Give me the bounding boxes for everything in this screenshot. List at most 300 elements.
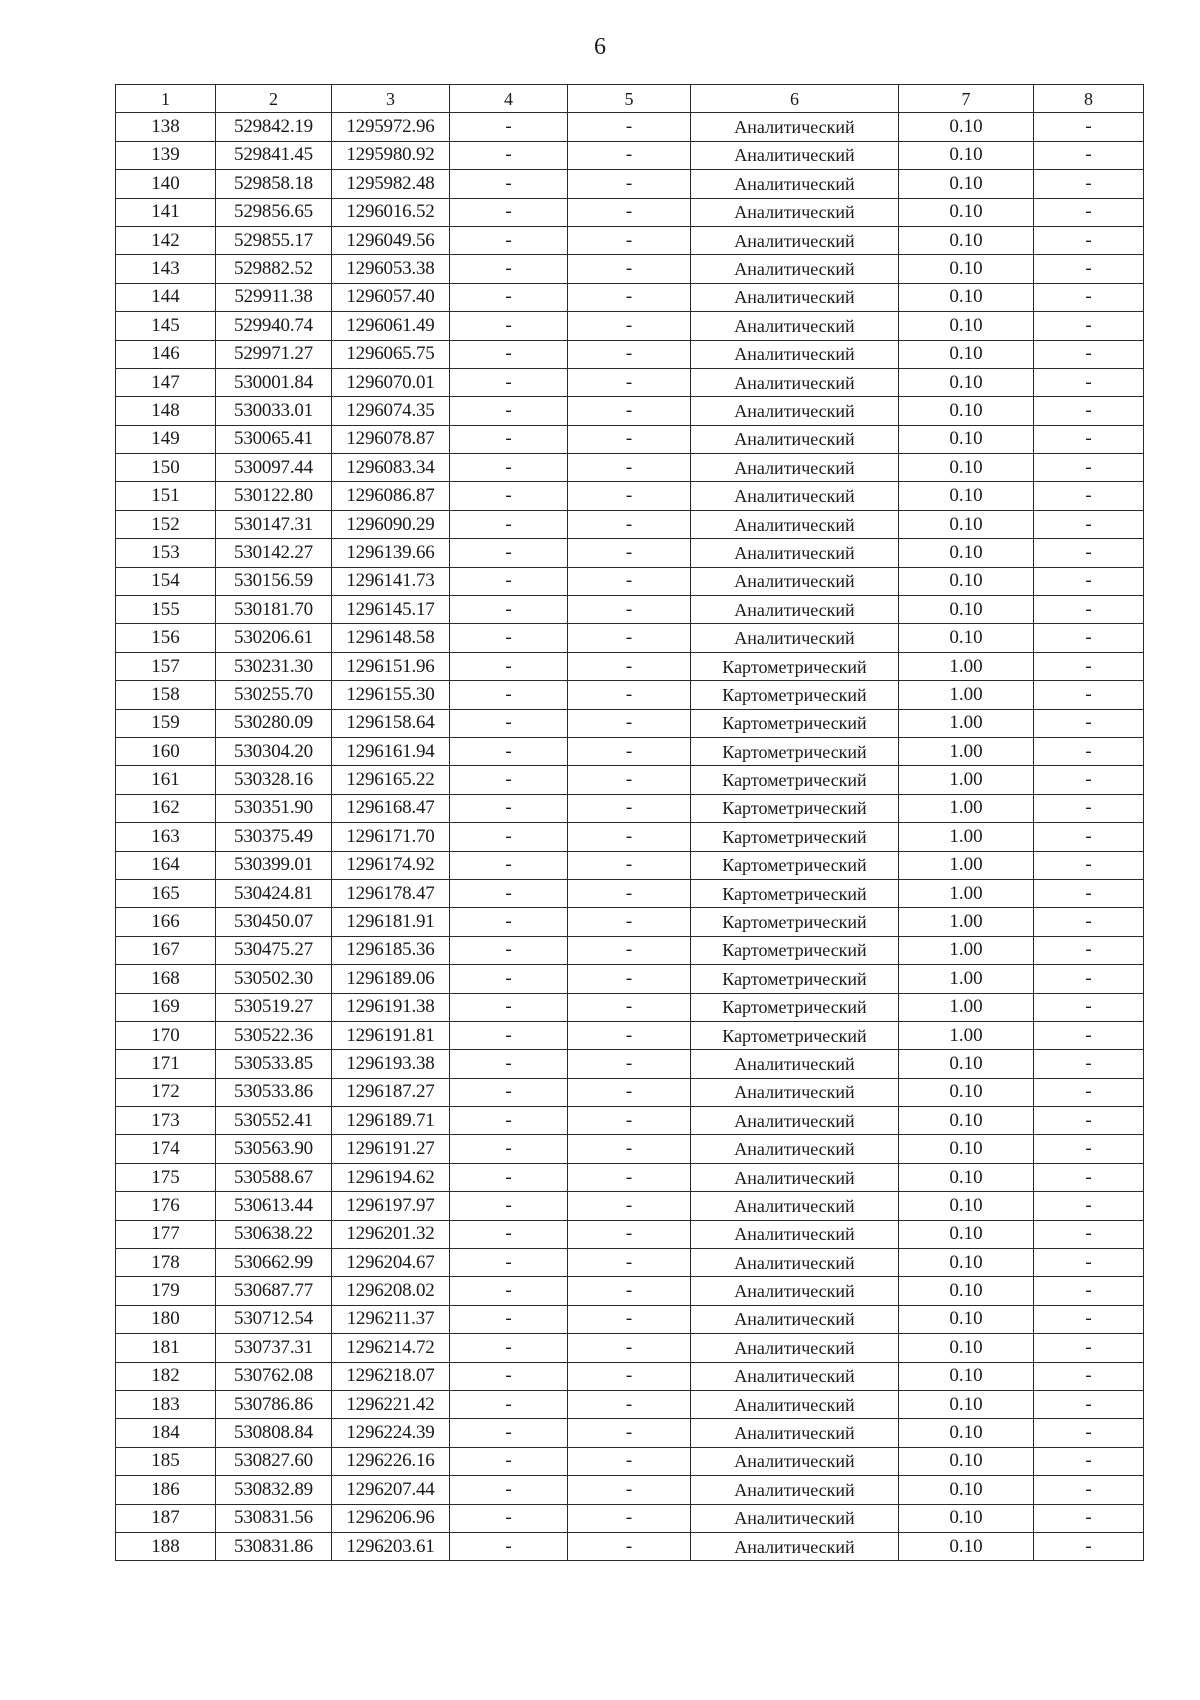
cell-col-4: - [450, 596, 568, 624]
cell-accuracy: 0.10 [899, 283, 1034, 311]
cell-accuracy: 0.10 [899, 1107, 1034, 1135]
cell-col-8: - [1034, 1163, 1144, 1191]
cell-method: Аналитический [691, 1334, 899, 1362]
page-number: 6 [594, 34, 606, 60]
cell-accuracy: 0.10 [899, 482, 1034, 510]
cell-accuracy: 0.10 [899, 1305, 1034, 1333]
table-row [116, 737, 1144, 765]
cell-y-coordinate: 1296191.38 [332, 993, 450, 1021]
cell-col-5: - [568, 255, 691, 283]
cell-y-coordinate: 1296155.30 [332, 681, 450, 709]
cell-accuracy: 0.10 [899, 1334, 1034, 1362]
cell-point-number: 160 [116, 737, 216, 765]
cell-col-8: - [1034, 510, 1144, 538]
cell-y-coordinate: 1296204.67 [332, 1249, 450, 1277]
table-row [116, 539, 1144, 567]
cell-accuracy: 0.10 [899, 1050, 1034, 1078]
cell-x-coordinate: 530328.16 [216, 766, 332, 794]
cell-col-4: - [450, 965, 568, 993]
cell-point-number: 159 [116, 709, 216, 737]
cell-point-number: 174 [116, 1135, 216, 1163]
cell-col-8: - [1034, 965, 1144, 993]
cell-y-coordinate: 1296181.91 [332, 908, 450, 936]
cell-col-5: - [568, 1504, 691, 1532]
column-header-1: 1 [116, 85, 216, 113]
cell-col-8: - [1034, 425, 1144, 453]
cell-accuracy: 0.10 [899, 1390, 1034, 1418]
cell-col-4: - [450, 1504, 568, 1532]
cell-accuracy: 0.10 [899, 1419, 1034, 1447]
cell-accuracy: 0.10 [899, 596, 1034, 624]
cell-col-5: - [568, 1447, 691, 1475]
cell-method: Аналитический [691, 1135, 899, 1163]
cell-point-number: 141 [116, 198, 216, 226]
cell-x-coordinate: 530280.09 [216, 709, 332, 737]
cell-x-coordinate: 530142.27 [216, 539, 332, 567]
cell-x-coordinate: 530638.22 [216, 1220, 332, 1248]
table-row [116, 624, 1144, 652]
cell-point-number: 169 [116, 993, 216, 1021]
cell-col-4: - [450, 737, 568, 765]
table-row [116, 255, 1144, 283]
cell-accuracy: 1.00 [899, 965, 1034, 993]
cell-method: Аналитический [691, 596, 899, 624]
cell-col-8: - [1034, 170, 1144, 198]
cell-accuracy: 1.00 [899, 879, 1034, 907]
cell-col-8: - [1034, 1135, 1144, 1163]
table-row [116, 1532, 1144, 1560]
table-row [116, 1362, 1144, 1390]
cell-x-coordinate: 530832.89 [216, 1476, 332, 1504]
table-row [116, 198, 1144, 226]
cell-col-8: - [1034, 1249, 1144, 1277]
cell-x-coordinate: 530786.86 [216, 1390, 332, 1418]
cell-point-number: 158 [116, 681, 216, 709]
cell-point-number: 176 [116, 1192, 216, 1220]
cell-point-number: 185 [116, 1447, 216, 1475]
cell-accuracy: 0.10 [899, 226, 1034, 254]
cell-x-coordinate: 530156.59 [216, 567, 332, 595]
cell-point-number: 147 [116, 368, 216, 396]
cell-col-5: - [568, 1107, 691, 1135]
table-body [116, 113, 1144, 1561]
cell-col-8: - [1034, 624, 1144, 652]
column-header-6: 6 [691, 85, 899, 113]
cell-col-8: - [1034, 737, 1144, 765]
cell-point-number: 150 [116, 454, 216, 482]
cell-col-5: - [568, 1249, 691, 1277]
cell-accuracy: 0.10 [899, 1249, 1034, 1277]
cell-col-4: - [450, 1050, 568, 1078]
table-row [116, 993, 1144, 1021]
cell-point-number: 156 [116, 624, 216, 652]
cell-col-4: - [450, 1220, 568, 1248]
cell-method: Аналитический [691, 1050, 899, 1078]
cell-accuracy: 0.10 [899, 539, 1034, 567]
cell-col-4: - [450, 936, 568, 964]
cell-method: Аналитический [691, 312, 899, 340]
cell-accuracy: 0.10 [899, 1220, 1034, 1248]
cell-col-4: - [450, 482, 568, 510]
cell-x-coordinate: 529856.65 [216, 198, 332, 226]
cell-col-8: - [1034, 851, 1144, 879]
cell-method: Аналитический [691, 1476, 899, 1504]
cell-point-number: 152 [116, 510, 216, 538]
cell-point-number: 184 [116, 1419, 216, 1447]
cell-y-coordinate: 1296070.01 [332, 368, 450, 396]
cell-method: Картометрический [691, 652, 899, 680]
cell-x-coordinate: 530737.31 [216, 1334, 332, 1362]
cell-y-coordinate: 1296171.70 [332, 823, 450, 851]
cell-col-8: - [1034, 1021, 1144, 1049]
cell-col-5: - [568, 993, 691, 1021]
cell-col-5: - [568, 226, 691, 254]
cell-accuracy: 1.00 [899, 794, 1034, 822]
cell-col-5: - [568, 965, 691, 993]
cell-col-5: - [568, 397, 691, 425]
cell-x-coordinate: 530065.41 [216, 425, 332, 453]
cell-method: Аналитический [691, 170, 899, 198]
cell-x-coordinate: 530762.08 [216, 1362, 332, 1390]
cell-method: Картометрический [691, 681, 899, 709]
cell-col-5: - [568, 198, 691, 226]
cell-col-8: - [1034, 1476, 1144, 1504]
cell-method: Картометрический [691, 766, 899, 794]
cell-col-8: - [1034, 652, 1144, 680]
cell-x-coordinate: 530613.44 [216, 1192, 332, 1220]
cell-x-coordinate: 530351.90 [216, 794, 332, 822]
cell-accuracy: 0.10 [899, 1447, 1034, 1475]
cell-col-4: - [450, 368, 568, 396]
cell-col-4: - [450, 454, 568, 482]
cell-col-5: - [568, 1050, 691, 1078]
cell-y-coordinate: 1295972.96 [332, 113, 450, 141]
table-row [116, 567, 1144, 595]
cell-col-8: - [1034, 1220, 1144, 1248]
cell-x-coordinate: 529858.18 [216, 170, 332, 198]
cell-col-4: - [450, 425, 568, 453]
cell-point-number: 148 [116, 397, 216, 425]
cell-method: Картометрический [691, 965, 899, 993]
cell-col-5: - [568, 1220, 691, 1248]
cell-x-coordinate: 530502.30 [216, 965, 332, 993]
table-row [116, 397, 1144, 425]
cell-col-4: - [450, 1021, 568, 1049]
cell-point-number: 140 [116, 170, 216, 198]
cell-col-4: - [450, 113, 568, 141]
cell-col-8: - [1034, 255, 1144, 283]
cell-accuracy: 0.10 [899, 312, 1034, 340]
cell-col-4: - [450, 1192, 568, 1220]
cell-col-5: - [568, 1078, 691, 1106]
cell-col-4: - [450, 1532, 568, 1560]
table-row [116, 1135, 1144, 1163]
cell-col-4: - [450, 908, 568, 936]
table-row [116, 823, 1144, 851]
cell-y-coordinate: 1296178.47 [332, 879, 450, 907]
cell-col-5: - [568, 1362, 691, 1390]
cell-accuracy: 1.00 [899, 993, 1034, 1021]
cell-col-5: - [568, 823, 691, 851]
table-row [116, 681, 1144, 709]
cell-point-number: 179 [116, 1277, 216, 1305]
cell-point-number: 171 [116, 1050, 216, 1078]
cell-accuracy: 0.10 [899, 425, 1034, 453]
cell-x-coordinate: 530827.60 [216, 1447, 332, 1475]
cell-col-4: - [450, 567, 568, 595]
cell-accuracy: 1.00 [899, 1021, 1034, 1049]
cell-x-coordinate: 530808.84 [216, 1419, 332, 1447]
cell-accuracy: 0.10 [899, 454, 1034, 482]
cell-point-number: 165 [116, 879, 216, 907]
table-row [116, 1192, 1144, 1220]
cell-col-5: - [568, 681, 691, 709]
cell-col-5: - [568, 1305, 691, 1333]
cell-col-4: - [450, 652, 568, 680]
cell-col-4: - [450, 141, 568, 169]
cell-method: Аналитический [691, 567, 899, 595]
cell-col-5: - [568, 312, 691, 340]
cell-accuracy: 0.10 [899, 170, 1034, 198]
table-row [116, 794, 1144, 822]
cell-col-4: - [450, 879, 568, 907]
cell-col-4: - [450, 624, 568, 652]
cell-col-5: - [568, 1476, 691, 1504]
cell-method: Аналитический [691, 198, 899, 226]
cell-y-coordinate: 1296049.56 [332, 226, 450, 254]
cell-col-4: - [450, 510, 568, 538]
cell-col-8: - [1034, 936, 1144, 964]
cell-point-number: 138 [116, 113, 216, 141]
cell-accuracy: 1.00 [899, 823, 1034, 851]
table-row [116, 482, 1144, 510]
cell-point-number: 142 [116, 226, 216, 254]
cell-col-5: - [568, 851, 691, 879]
cell-y-coordinate: 1295982.48 [332, 170, 450, 198]
table-row [116, 709, 1144, 737]
cell-x-coordinate: 529841.45 [216, 141, 332, 169]
cell-y-coordinate: 1296151.96 [332, 652, 450, 680]
cell-point-number: 166 [116, 908, 216, 936]
cell-y-coordinate: 1296191.81 [332, 1021, 450, 1049]
cell-method: Картометрический [691, 993, 899, 1021]
table-row [116, 1277, 1144, 1305]
table-row [116, 454, 1144, 482]
cell-method: Аналитический [691, 1220, 899, 1248]
cell-col-8: - [1034, 1305, 1144, 1333]
table-row [116, 1050, 1144, 1078]
cell-col-5: - [568, 624, 691, 652]
cell-col-8: - [1034, 1334, 1144, 1362]
cell-col-4: - [450, 681, 568, 709]
cell-col-5: - [568, 794, 691, 822]
cell-method: Аналитический [691, 454, 899, 482]
cell-x-coordinate: 530522.36 [216, 1021, 332, 1049]
table-row [116, 1220, 1144, 1248]
cell-accuracy: 1.00 [899, 908, 1034, 936]
cell-point-number: 163 [116, 823, 216, 851]
table-row [116, 1419, 1144, 1447]
cell-col-4: - [450, 226, 568, 254]
cell-col-5: - [568, 482, 691, 510]
cell-col-5: - [568, 879, 691, 907]
cell-point-number: 144 [116, 283, 216, 311]
table-row [116, 1249, 1144, 1277]
cell-col-5: - [568, 1135, 691, 1163]
table-row [116, 1390, 1144, 1418]
cell-col-5: - [568, 1390, 691, 1418]
cell-point-number: 177 [116, 1220, 216, 1248]
cell-y-coordinate: 1296061.49 [332, 312, 450, 340]
cell-point-number: 186 [116, 1476, 216, 1504]
cell-x-coordinate: 530533.85 [216, 1050, 332, 1078]
cell-method: Аналитический [691, 226, 899, 254]
table-row [116, 312, 1144, 340]
cell-y-coordinate: 1296078.87 [332, 425, 450, 453]
cell-accuracy: 0.10 [899, 1362, 1034, 1390]
cell-method: Аналитический [691, 368, 899, 396]
cell-col-5: - [568, 596, 691, 624]
cell-x-coordinate: 530588.67 [216, 1163, 332, 1191]
cell-y-coordinate: 1296086.87 [332, 482, 450, 510]
cell-x-coordinate: 529842.19 [216, 113, 332, 141]
table-row [116, 1078, 1144, 1106]
cell-y-coordinate: 1296083.34 [332, 454, 450, 482]
cell-col-5: - [568, 539, 691, 567]
cell-col-5: - [568, 283, 691, 311]
table-row [116, 1447, 1144, 1475]
cell-col-8: - [1034, 1419, 1144, 1447]
cell-accuracy: 0.10 [899, 1532, 1034, 1560]
cell-col-4: - [450, 766, 568, 794]
cell-accuracy: 1.00 [899, 681, 1034, 709]
cell-col-5: - [568, 709, 691, 737]
cell-x-coordinate: 529911.38 [216, 283, 332, 311]
table-row [116, 141, 1144, 169]
cell-accuracy: 0.10 [899, 255, 1034, 283]
cell-x-coordinate: 530563.90 [216, 1135, 332, 1163]
cell-y-coordinate: 1296221.42 [332, 1390, 450, 1418]
cell-y-coordinate: 1296185.36 [332, 936, 450, 964]
cell-col-8: - [1034, 368, 1144, 396]
table-header-row [116, 85, 1144, 113]
cell-col-5: - [568, 1021, 691, 1049]
cell-accuracy: 1.00 [899, 766, 1034, 794]
cell-accuracy: 1.00 [899, 851, 1034, 879]
cell-col-8: - [1034, 226, 1144, 254]
cell-point-number: 154 [116, 567, 216, 595]
cell-x-coordinate: 530122.80 [216, 482, 332, 510]
cell-col-4: - [450, 170, 568, 198]
cell-x-coordinate: 530206.61 [216, 624, 332, 652]
cell-col-5: - [568, 1334, 691, 1362]
cell-col-4: - [450, 283, 568, 311]
cell-col-4: - [450, 397, 568, 425]
cell-method: Картометрический [691, 851, 899, 879]
cell-col-4: - [450, 1078, 568, 1106]
cell-col-8: - [1034, 823, 1144, 851]
cell-method: Аналитический [691, 283, 899, 311]
cell-method: Картометрический [691, 908, 899, 936]
table-row [116, 510, 1144, 538]
column-header-5: 5 [568, 85, 691, 113]
cell-x-coordinate: 530519.27 [216, 993, 332, 1021]
cell-y-coordinate: 1296207.44 [332, 1476, 450, 1504]
cell-col-4: - [450, 1305, 568, 1333]
cell-col-8: - [1034, 397, 1144, 425]
cell-method: Картометрический [691, 1021, 899, 1049]
cell-col-8: - [1034, 1078, 1144, 1106]
cell-col-8: - [1034, 1447, 1144, 1475]
cell-method: Аналитический [691, 1532, 899, 1560]
cell-y-coordinate: 1296065.75 [332, 340, 450, 368]
cell-y-coordinate: 1296187.27 [332, 1078, 450, 1106]
cell-col-8: - [1034, 993, 1144, 1021]
cell-method: Картометрический [691, 737, 899, 765]
cell-y-coordinate: 1296197.97 [332, 1192, 450, 1220]
cell-x-coordinate: 530552.41 [216, 1107, 332, 1135]
cell-y-coordinate: 1296201.32 [332, 1220, 450, 1248]
cell-x-coordinate: 530475.27 [216, 936, 332, 964]
cell-method: Аналитический [691, 340, 899, 368]
cell-point-number: 153 [116, 539, 216, 567]
cell-col-4: - [450, 1476, 568, 1504]
cell-x-coordinate: 530001.84 [216, 368, 332, 396]
cell-accuracy: 0.10 [899, 1277, 1034, 1305]
cell-method: Аналитический [691, 624, 899, 652]
cell-x-coordinate: 530097.44 [216, 454, 332, 482]
cell-y-coordinate: 1296145.17 [332, 596, 450, 624]
table-row [116, 1504, 1144, 1532]
table-row [116, 596, 1144, 624]
column-header-3: 3 [332, 85, 450, 113]
cell-col-8: - [1034, 596, 1144, 624]
cell-col-4: - [450, 1277, 568, 1305]
cell-col-5: - [568, 1163, 691, 1191]
column-header-8: 8 [1034, 85, 1144, 113]
cell-point-number: 149 [116, 425, 216, 453]
cell-x-coordinate: 530831.56 [216, 1504, 332, 1532]
cell-accuracy: 0.10 [899, 567, 1034, 595]
cell-accuracy: 1.00 [899, 936, 1034, 964]
cell-point-number: 183 [116, 1390, 216, 1418]
table-row [116, 1163, 1144, 1191]
cell-y-coordinate: 1296208.02 [332, 1277, 450, 1305]
cell-col-8: - [1034, 567, 1144, 595]
table-row [116, 113, 1144, 141]
cell-col-5: - [568, 1192, 691, 1220]
cell-col-8: - [1034, 908, 1144, 936]
cell-accuracy: 0.10 [899, 624, 1034, 652]
cell-col-5: - [568, 766, 691, 794]
cell-point-number: 168 [116, 965, 216, 993]
cell-x-coordinate: 530231.30 [216, 652, 332, 680]
cell-y-coordinate: 1296141.73 [332, 567, 450, 595]
cell-col-8: - [1034, 312, 1144, 340]
cell-method: Аналитический [691, 482, 899, 510]
cell-col-8: - [1034, 1192, 1144, 1220]
cell-point-number: 182 [116, 1362, 216, 1390]
cell-col-8: - [1034, 1362, 1144, 1390]
cell-col-5: - [568, 368, 691, 396]
cell-method: Картометрический [691, 823, 899, 851]
cell-point-number: 162 [116, 794, 216, 822]
column-header-2: 2 [216, 85, 332, 113]
cell-x-coordinate: 529855.17 [216, 226, 332, 254]
cell-method: Аналитический [691, 1504, 899, 1532]
cell-y-coordinate: 1296218.07 [332, 1362, 450, 1390]
cell-method: Аналитический [691, 397, 899, 425]
